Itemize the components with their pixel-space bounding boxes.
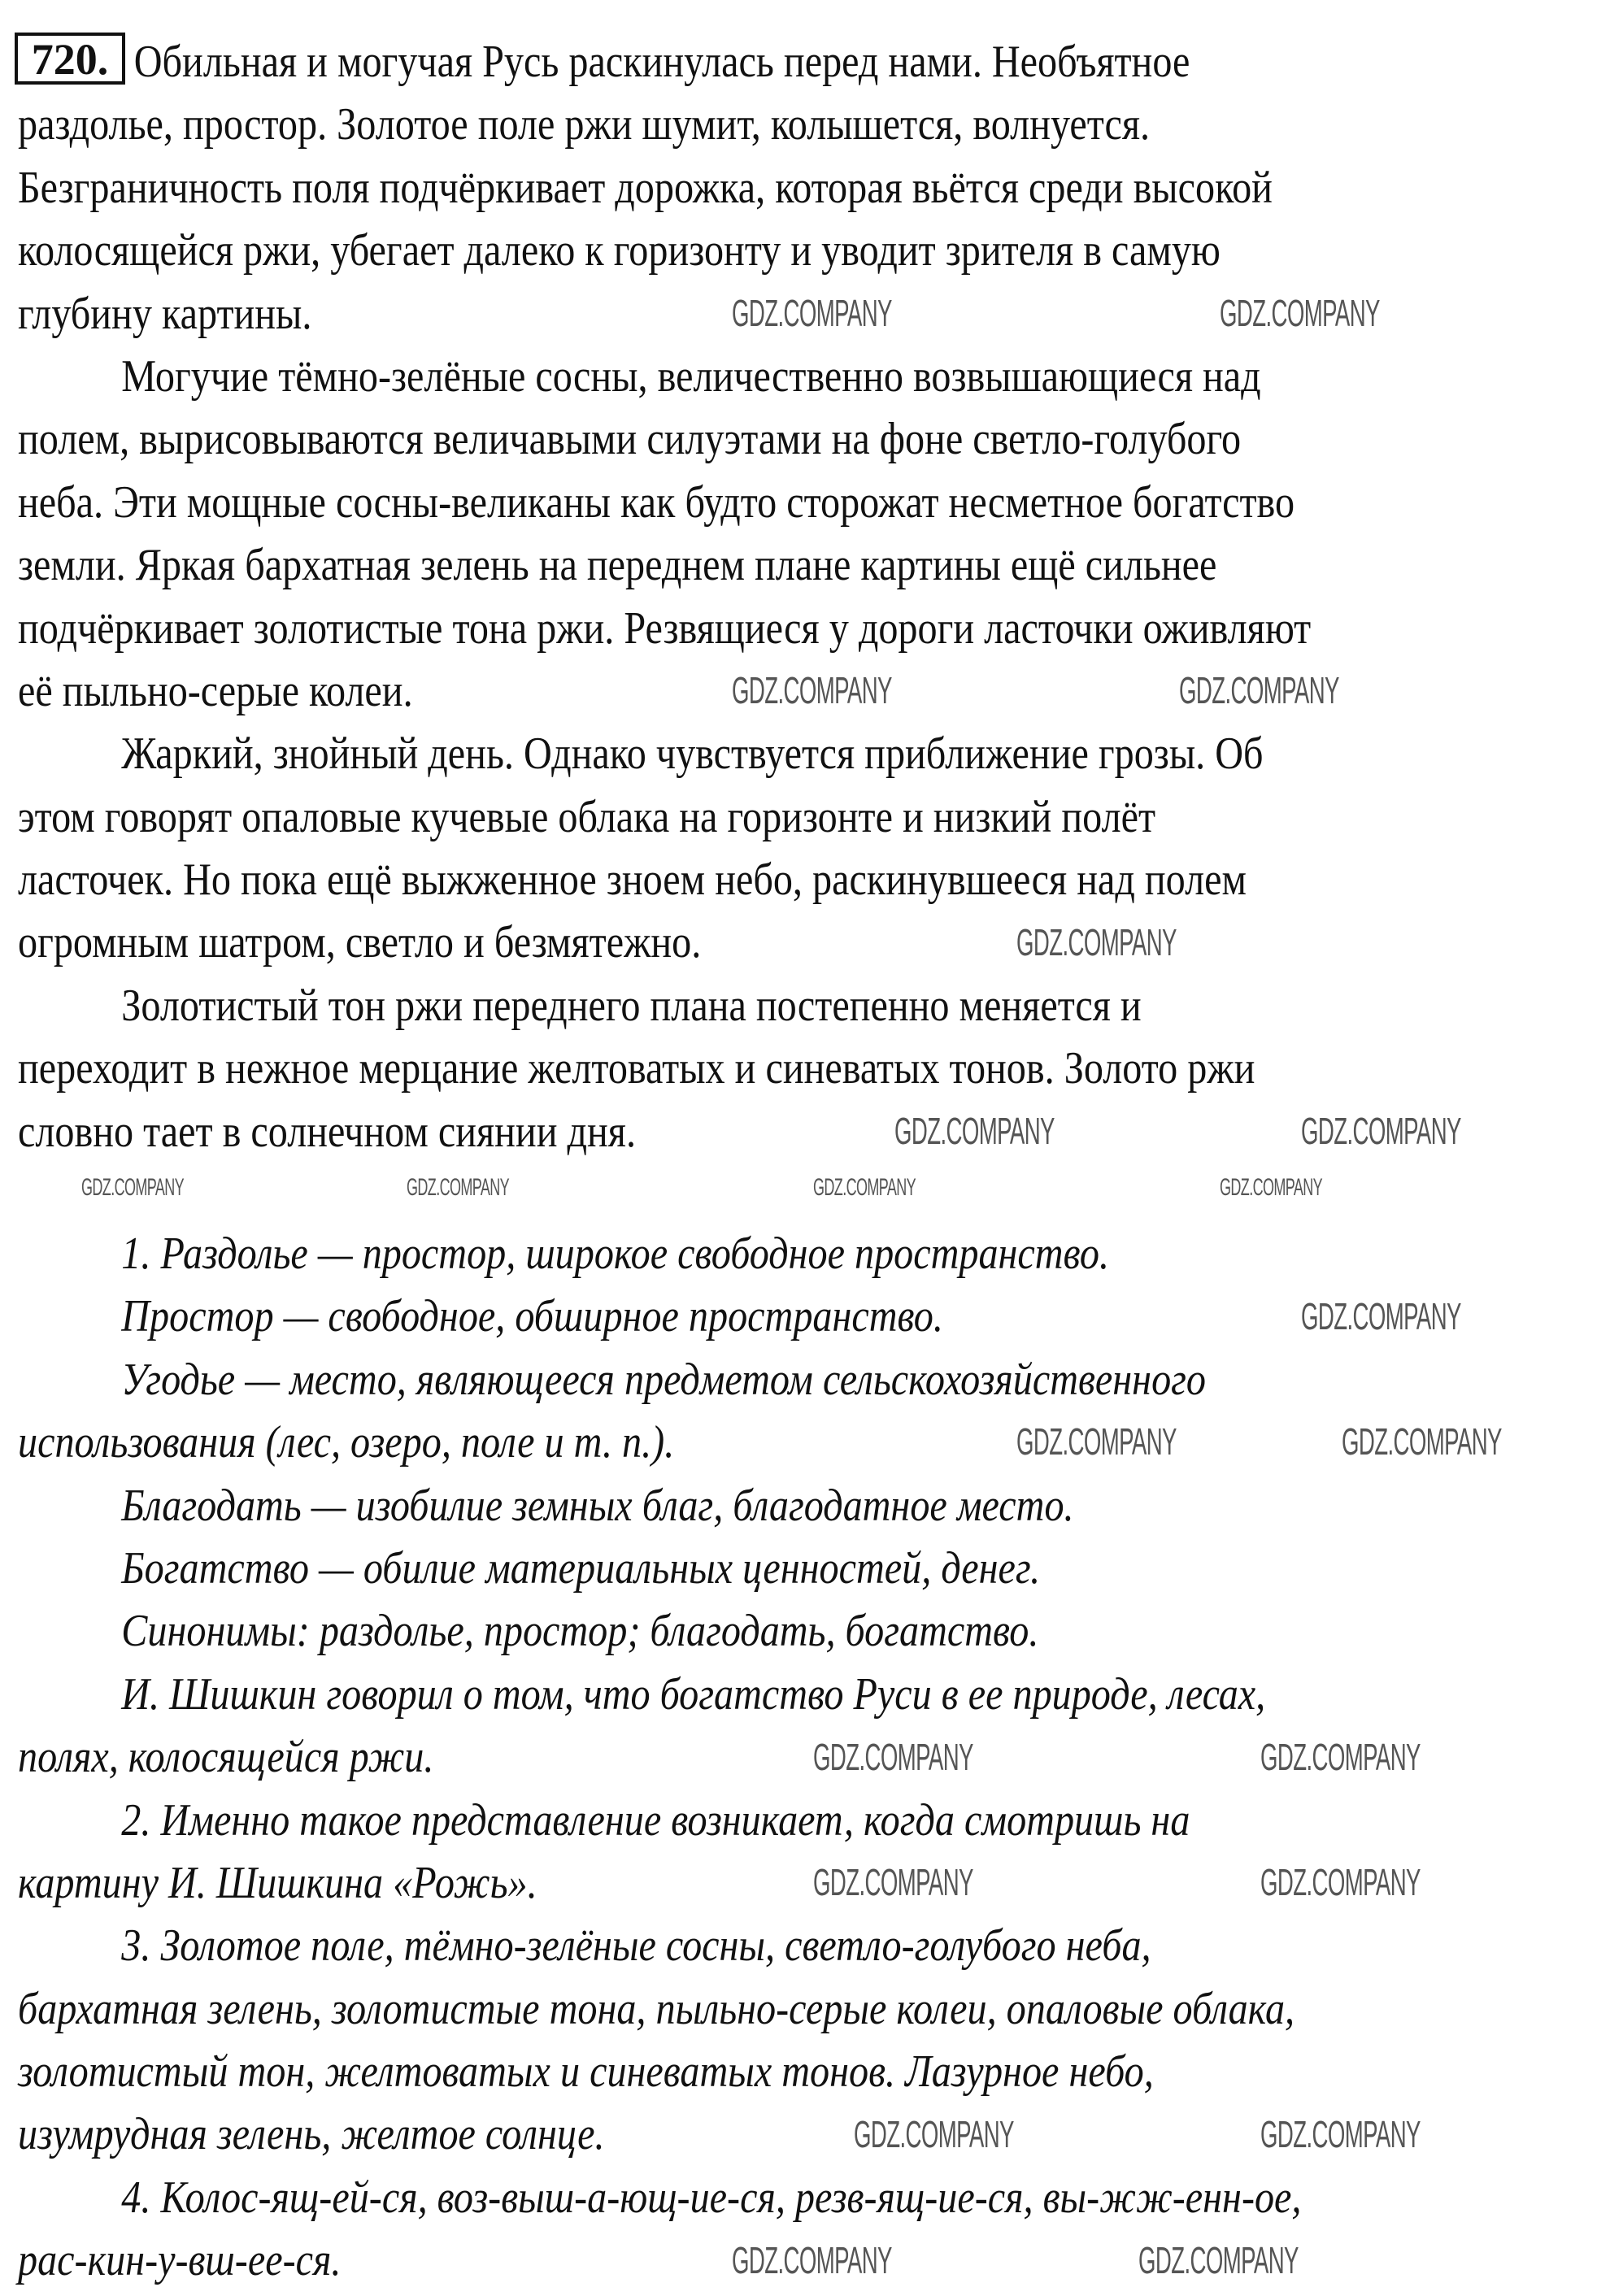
watermark: GDZ.COMPANY bbox=[1260, 1861, 1421, 1903]
text-line: огромным шатром, светло и безмятежно. bbox=[18, 917, 702, 968]
watermark: GDZ.COMPANY bbox=[1220, 1174, 1323, 1201]
text-line: золотистый тон, желтоватых и синеватых тонов. Лазурное небо, bbox=[18, 2046, 1154, 2098]
watermark: GDZ.COMPANY bbox=[1260, 1736, 1421, 1778]
text-line: земли. Яркая бархатная зелень на переднем плане картины ещё сильнее bbox=[18, 540, 1217, 591]
watermark: GDZ.COMPANY bbox=[1179, 669, 1339, 711]
text-line: использования (лес, озеро, поле и т. п.). bbox=[18, 1417, 675, 1468]
text-line: раздолье, простор. Золотое поле ржи шумит, колышется, волнуется. bbox=[18, 99, 1151, 150]
watermark: GDZ.COMPANY bbox=[732, 2239, 892, 2281]
watermark: GDZ.COMPANY bbox=[894, 1110, 1055, 1152]
text-line: глубину картины. bbox=[18, 288, 312, 339]
watermark: GDZ.COMPANY bbox=[1138, 2239, 1299, 2281]
watermark: GDZ.COMPANY bbox=[813, 1861, 973, 1903]
text-line: Синонимы: раздолье, простор; благодать, богатство. bbox=[121, 1606, 1039, 1657]
watermark: GDZ.COMPANY bbox=[1301, 1110, 1461, 1152]
text-line: бархатная зелень, золотистые тона, пыльно-серые колеи, опаловые облака, bbox=[18, 1983, 1295, 2034]
text-line: рас-кин-у-вш-ее-ся. bbox=[18, 2235, 342, 2286]
text-line: изумрудная зелень, желтое солнце. bbox=[18, 2109, 605, 2160]
text-line: картину И. Шишкина «Рожь». bbox=[18, 1857, 537, 1908]
watermark: GDZ.COMPANY bbox=[81, 1174, 185, 1201]
watermark: GDZ.COMPANY bbox=[1301, 1295, 1461, 1337]
text-line: И. Шишкин говорил о том, что богатство Руси в ее природе, лесах, bbox=[121, 1668, 1266, 1720]
watermark: GDZ.COMPANY bbox=[854, 2113, 1014, 2155]
text-line: Простор — свободное, обширное пространство. bbox=[121, 1291, 943, 1342]
watermark: GDZ.COMPANY bbox=[1016, 1420, 1177, 1463]
exercise-number: 720. bbox=[15, 33, 125, 85]
text-line: Могучие тёмно-зелёные сосны, величественно возвышающиеся над bbox=[121, 350, 1261, 402]
text-line: 3. Золотое поле, тёмно-зелёные сосны, светло-голубого неба, bbox=[121, 1920, 1151, 1972]
text-line: 4. Колос-ящ-ей-ся, воз-выш-а-ющ-ие-ся, резв-ящ-ие-ся, вы-жж-енн-ое, bbox=[121, 2172, 1302, 2223]
text-line: колосящейся ржи, убегает далеко к горизонту и уводит зрителя в самую bbox=[18, 225, 1221, 276]
text-line: переходит в нежное мерцание желтоватых и синеватых тонов. Золото ржи bbox=[18, 1043, 1255, 1094]
watermark: GDZ.COMPANY bbox=[1016, 921, 1177, 963]
text-line: Золотистый тон ржи переднего плана постепенно меняется и bbox=[121, 980, 1142, 1031]
watermark: GDZ.COMPANY bbox=[813, 1736, 973, 1778]
text-line: Обильная и могучая Русь раскинулась перед нами. Необъятное bbox=[133, 37, 1190, 87]
watermark: GDZ.COMPANY bbox=[813, 1174, 916, 1201]
text-line: полях, колосящейся ржи. bbox=[18, 1732, 434, 1783]
watermark: GDZ.COMPANY bbox=[732, 669, 892, 711]
text-line: неба. Эти мощные сосны-великаны как будто сторожат несметное богатство bbox=[18, 476, 1295, 528]
text-line: Жаркий, знойный день. Однако чувствуется приближение грозы. Об bbox=[121, 728, 1264, 780]
watermark: GDZ.COMPANY bbox=[1260, 2113, 1421, 2155]
text-line: этом говорят опаловые кучевые облака на горизонте и низкий полёт bbox=[18, 791, 1156, 842]
watermark: GDZ.COMPANY bbox=[1220, 292, 1380, 334]
text-line: ласточек. Но пока ещё выжженное зноем небо, раскинувшееся над полем bbox=[18, 854, 1247, 906]
exercise-text bbox=[18, 31, 1595, 1163]
watermark: GDZ.COMPANY bbox=[1342, 1420, 1502, 1463]
text-line: 1. Раздолье — простор, широкое свободное пространство. bbox=[121, 1228, 1109, 1279]
text-line: словно тает в солнечном сиянии дня. bbox=[18, 1106, 636, 1157]
text-line: Богатство — обилие материальных ценностей, денег. bbox=[121, 1542, 1041, 1594]
text-line: её пыльно-серые колеи. bbox=[18, 665, 413, 716]
text-line: Угодье — место, являющееся предметом сельскохозяйственного bbox=[121, 1354, 1207, 1405]
text-line: 2. Именно такое представление возникает, когда смотришь на bbox=[121, 1794, 1190, 1846]
watermark: GDZ.COMPANY bbox=[732, 292, 892, 334]
text-line: подчёркивает золотистые тона ржи. Резвящиеся у дороги ласточки оживляют bbox=[18, 602, 1312, 654]
text-line: полем, вырисовываются величавыми силуэтами на фоне светло-голубого bbox=[18, 414, 1242, 465]
text-line: Безграничность поля подчёркивает дорожка, которая вьётся среди высокой bbox=[18, 162, 1273, 213]
text-line: Благодать — изобилие земных благ, благодатное место. bbox=[121, 1480, 1074, 1531]
watermark: GDZ.COMPANY bbox=[407, 1174, 510, 1201]
